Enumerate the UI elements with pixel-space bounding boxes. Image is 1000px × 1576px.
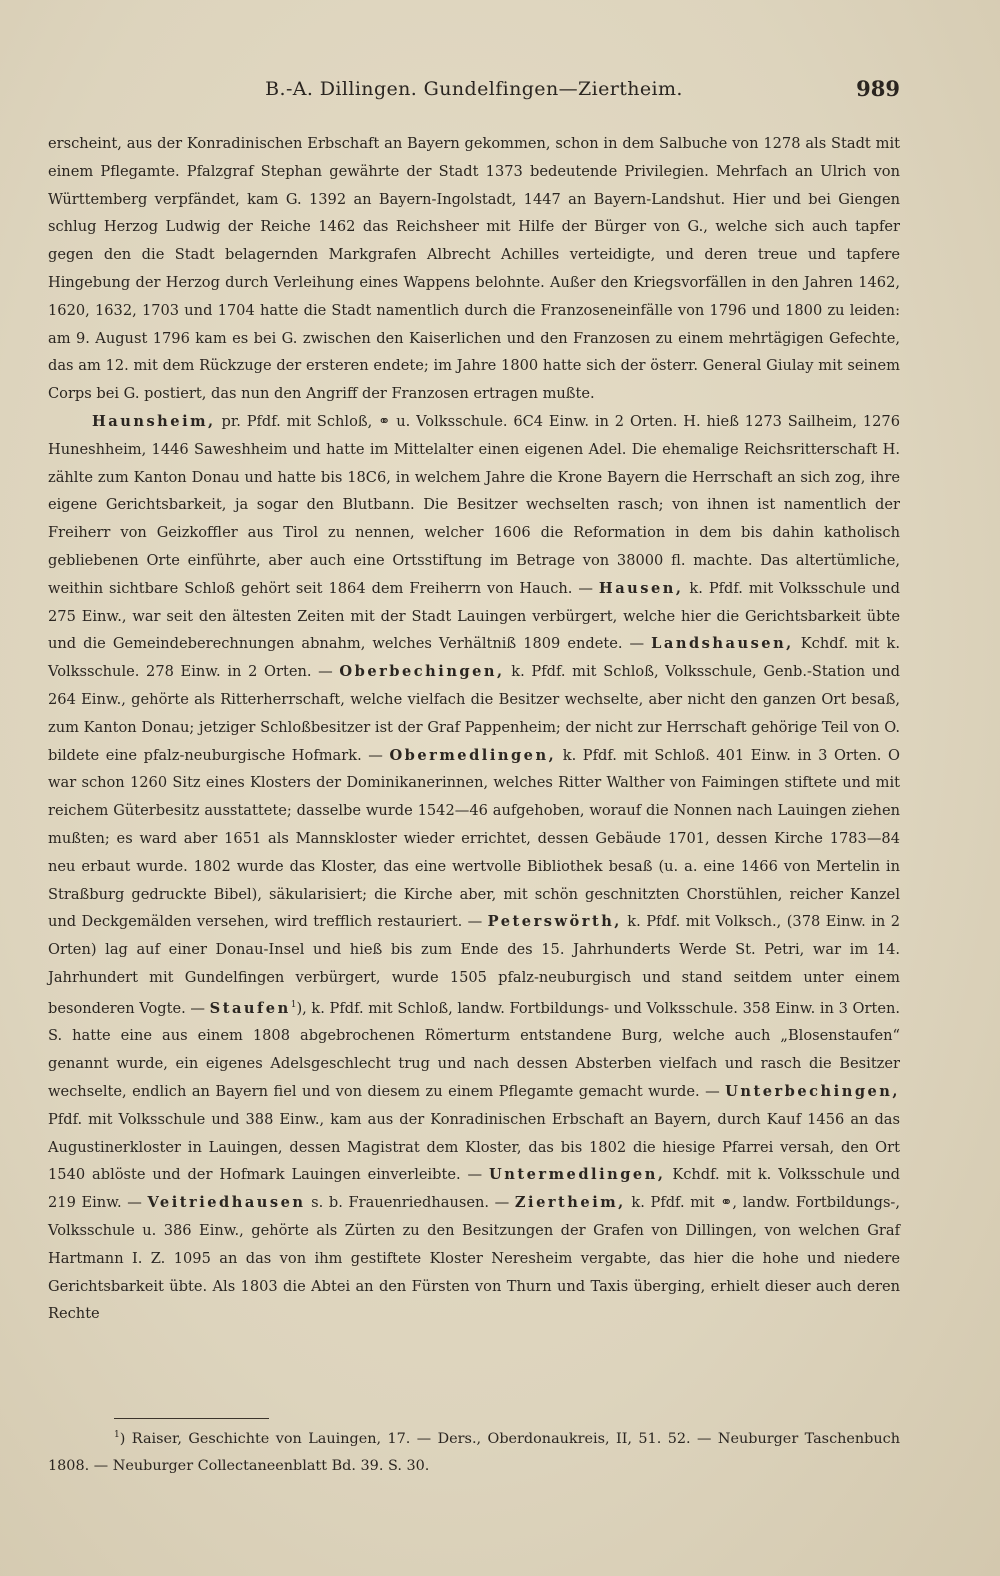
place-term: Ziertheim, [514, 1194, 626, 1212]
place-term: Landshausen, [651, 635, 794, 653]
page-header [48, 78, 900, 108]
paragraph-text: k. Pfdf. mit Volksschule und 275 Einw., war seit den ältesten Zeiten mit der Stadt Lauingen verbürgert, welche hier die Gerichtsbarkeit übte und die Gemeindeberechnungen abnahm, welches Verhältniß 1809 endete. — [48, 579, 900, 653]
paragraph-text: k. Pfdf. mit Schloß, Volksschule, Genb.-Station und 264 Einw., gehörte als Ritterherrschaft, welche vielfach die Besitzer wechselte, aber nicht den ganzen Ort besaß, zum Kanton Donau; jetziger Schloßbesitzer ist der Graf Pappenheim; der nicht zur Herrschaft gehörige Teil von O. bildete eine pfalz-neuburgische Hofmark. — [48, 663, 900, 764]
paragraph-text: ), k. Pfdf. mit Schloß, landw. Fortbildungs- und Volksschule. 358 Einw. in 3 Orten. S. hatte eine aus einem 1808 abgebrochenen Römerturm entstandene Burg, welche auch „Blosenstaufen“ genannt wurde, ein eigenes Adelsgeschlecht trug und nach dessen Absterben vielfach und rasch die Besitzer wechselte, endlich an Bayern fiel und von diesem zu einem Pflegamte gemacht wurde. — [48, 999, 900, 1100]
paragraph-text: pr. Pfdf. mit Schloß, ⚭ u. Volksschule. 6C4 Einw. in 2 Orten. H. hieß 1273 Sailheim, 1276 Huneshheim, 1446 Saweshheim und hatte im Mittelalter einen eigenen Adel. Die ehemalige Reichsritterschaft H. zählte zum Kanton Donau und hatte bis 18C6, in welchem Jahre die Krone Bayern die Herrschaft an sich zog, ihre eigene Gerichtsbarkeit, ja sogar den Blutbann. Die Besitzer wechselten rasch; von ihnen ist namentlich der Freiherr von Geizkoffler aus Tirol zu nennen, welcher 1606 die Reformation in dem bis dahin katholisch gebliebenen Orte einführte, aber auch eine Ortsstiftung im Betrage von 38000 fl. machte. Das altertümliche, weithin sichtbare Schloß gehört seit 1864 dem Freiherrn von Hauch. — [48, 412, 900, 597]
place-term: Haunsheim, [92, 412, 216, 430]
footnotes [48, 1422, 900, 1480]
paragraph-text: k. Pfdf. mit Volksch., (378 Einw. in 2 Orten) lag auf einer Donau-Insel und hieß bis zum Ende des 15. Jahrhunderts Werde St. Petri, war im 14. Jahrhundert mit Gundelfingen verbürgert, wurde 1505 pfalz-neuburgisch und stand seitdem unter einem besonderen Vogte. — [48, 913, 900, 1017]
paragraph-places [48, 408, 900, 1328]
paragraph-text: k. Pfdf. mit ⚭, landw. Fortbildungs-, Volksschule u. 386 Einw., gehörte als Zürten zu den Besitzungen der Grafen von Dillingen, von welchen Graf Hartmann I. Z. 1095 an das von ihm gestiftete Kloster Neresheim vergabte, das hier die hohe und niedere Gerichtsbarkeit übte. Als 1803 die Abtei an den Fürsten von Thurn und Taxis überging, erhielt dieser auch deren Rechte [48, 1194, 901, 1323]
footnote-text: ) Raiser, Geschichte von Lauingen, 17. — Ders., Oberdonaukreis, II, 51. 52. — Neuburger Taschenbuch 1808. — Neuburger Collectaneenblatt Bd. 39. S. 30. [48, 1430, 900, 1474]
paragraph-text: Kchdf. mit k. Volksschule. 278 Einw. in 2 Orten. — [48, 635, 901, 681]
page-number: 989 [856, 76, 900, 101]
paragraph-text: s. b. Frauenriedhausen. — [305, 1194, 515, 1212]
paragraph-text: Pfdf. mit Volksschule und 388 Einw., kam aus der Konradinischen Erbschaft an Bayern, durch Kauf 1456 an das Augustinerkloster in Lauingen, dessen Magistrat dem Kloster, das bis 1802 die hiesige Pfarrei versah, den Ort 1540 ablöste und der Hofmark Lauingen einverleibte. — [48, 1110, 900, 1184]
paragraph-gundelfingen-history: erscheint, aus der Konradinischen Erbschaft an Bayern gekommen, schon in dem Salbuche von 1278 als Stadt mit einem Pflegamte. Pfalzgraf Stephan gewährte der Stadt 1373 bedeutende Privilegien. Mehrfach an Ulrich von Württemberg verpfändet, kam G. 1392 an Bayern-Ingolstadt, 1447 an Bayern-Landshut. Hier und bei Giengen schlug Herzog Ludwig der Reiche 1462 das Reichsheer mit Hilfe der Bürger von G., welche sich auch tapfer gegen den die Stadt belagernden Markgrafen Albrecht Achilles verteidigte, und deren treue und tapfere Hingebung der Herzog durch Verleihung eines Wappens belohnte. Außer den Kriegsvorfällen in den Jahren 1462, 1620, 1632, 1703 und 1704 hatte die Stadt namentlich durch die Franzoseneinfälle von 1796 und 1800 zu leiden: am 9. August 1796 kam es bei G. zwischen den Kaiserlichen und den Franzosen zu einem mehrtägigen Gefechte, das am 12. mit dem Rückzuge der ersteren endete; im Jahre 1800 hatte sich der österr. General Giulay mit seinem Corps bei G. postiert, das nun den Angriff der Franzosen ertragen mußte. [48, 135, 900, 403]
place-term: Peterswörth, [487, 913, 622, 931]
place-term: Untermedlingen, [489, 1166, 666, 1184]
paragraph-text: k. Pfdf. mit Schloß. 401 Einw. in 3 Orten. O war schon 1260 Sitz eines Klosters der Dominikanerinnen, welches Ritter Walther von Faimingen stiftete und mit reichem Güterbesitz ausstattete; dasselbe wurde 1542—46 aufgehoben, worauf die Nonnen nach Lauingen ziehen mußten; es ward aber 1651 als Mannskloster wieder errichtet, dessen Gebäude 1701, dessen Kirche 1783—84 neu erbaut wurde. 1802 wurde das Kloster, das eine wertvolle Bibliothek besaß (u. a. eine 1466 von Mertelin in Straßburg gedruckte Bibel), säkularisiert; die Kirche aber, mit schön geschnitzten Chorstühlen, reicher Kanzel und Deckgemälden versehen, wird trefflich restauriert. — [48, 746, 900, 931]
footnote [48, 1422, 900, 1480]
place-term: Oberbechingen, [339, 663, 505, 681]
place-term: Unterbechingen, [725, 1082, 900, 1100]
place-term: Hausen, [598, 579, 684, 597]
paragraph-text: Kchdf. mit k. Volksschule und 219 Einw. — [48, 1166, 900, 1212]
place-term: Staufen [209, 999, 291, 1017]
place-term: Obermedlingen, [389, 746, 557, 764]
footnote-divider [114, 1418, 269, 1419]
place-term: Veitriedhausen [147, 1194, 306, 1212]
footnote-reference: 1 [290, 999, 297, 1010]
main-text [48, 130, 900, 1328]
running-head: B.-A. Dillingen. Gundelfingen—Ziertheim. [265, 78, 683, 100]
footnote-marker: 1 [114, 1430, 120, 1440]
